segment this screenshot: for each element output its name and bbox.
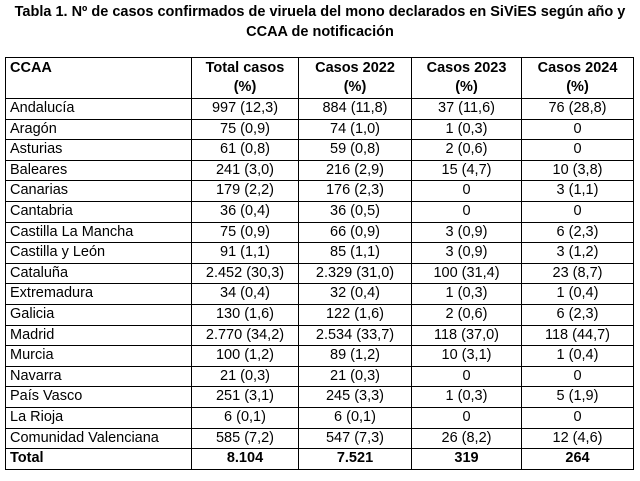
table-row	[6, 201, 634, 222]
value-cell: 130 (1,6)	[192, 304, 299, 325]
column-header	[522, 58, 634, 99]
table-row	[6, 119, 634, 140]
value-cell: 21 (0,3)	[299, 366, 412, 387]
column-header	[412, 58, 522, 99]
value-cell: 0	[522, 140, 634, 161]
value-cell: 2.452 (30,3)	[192, 263, 299, 284]
region-cell: Madrid	[6, 325, 192, 346]
value-cell: 245 (3,3)	[299, 387, 412, 408]
value-cell: 85 (1,1)	[299, 243, 412, 264]
region-cell: Cantabria	[6, 201, 192, 222]
total-value: 264	[522, 449, 634, 470]
region-cell: Cataluña	[6, 263, 192, 284]
value-cell: 1 (0,4)	[522, 346, 634, 367]
region-cell: La Rioja	[6, 407, 192, 428]
value-cell: 15 (4,7)	[412, 160, 522, 181]
value-cell: 0	[522, 366, 634, 387]
total-value: 8.104	[192, 449, 299, 470]
value-cell: 1 (0,3)	[412, 387, 522, 408]
table-row	[6, 366, 634, 387]
value-cell: 75 (0,9)	[192, 222, 299, 243]
value-cell: 37 (11,6)	[412, 99, 522, 120]
column-header-line: Casos 2024	[537, 60, 618, 76]
column-header-unit: (%)	[343, 79, 367, 95]
value-cell: 10 (3,1)	[412, 346, 522, 367]
value-cell: 2.329 (31,0)	[299, 263, 412, 284]
table-row	[6, 181, 634, 202]
value-cell: 26 (8,2)	[412, 428, 522, 449]
value-cell: 59 (0,8)	[299, 140, 412, 161]
value-cell: 118 (44,7)	[522, 325, 634, 346]
table-header-row	[6, 58, 634, 99]
region-cell: País Vasco	[6, 387, 192, 408]
column-header-line: Casos 2022	[315, 60, 395, 76]
region-cell: Canarias	[6, 181, 192, 202]
value-cell: 23 (8,7)	[522, 263, 634, 284]
value-cell: 0	[522, 201, 634, 222]
value-cell: 0	[522, 407, 634, 428]
total-label: Total	[6, 449, 192, 470]
table-row	[6, 243, 634, 264]
value-cell: 3 (1,2)	[522, 243, 634, 264]
value-cell: 75 (0,9)	[192, 119, 299, 140]
total-row	[6, 449, 634, 470]
total-value: 7.521	[299, 449, 412, 470]
table-row	[6, 99, 634, 120]
caption-line-1: Tabla 1. Nº de casos confirmados de viruela del mono declarados en SiViES según año y	[14, 4, 626, 20]
value-cell: 76 (28,8)	[522, 99, 634, 120]
value-cell: 12 (4,6)	[522, 428, 634, 449]
value-cell: 34 (0,4)	[192, 284, 299, 305]
value-cell: 21 (0,3)	[192, 366, 299, 387]
column-header	[192, 58, 299, 99]
value-cell: 118 (37,0)	[412, 325, 522, 346]
value-cell: 91 (1,1)	[192, 243, 299, 264]
value-cell: 547 (7,3)	[299, 428, 412, 449]
value-cell: 216 (2,9)	[299, 160, 412, 181]
table-body	[6, 99, 634, 470]
value-cell: 6 (0,1)	[192, 407, 299, 428]
value-cell: 100 (1,2)	[192, 346, 299, 367]
value-cell: 241 (3,0)	[192, 160, 299, 181]
table-row	[6, 387, 634, 408]
value-cell: 0	[412, 201, 522, 222]
value-cell: 2 (0,6)	[412, 140, 522, 161]
table-row	[6, 325, 634, 346]
value-cell: 0	[412, 366, 522, 387]
column-header-unit: (%)	[566, 79, 589, 95]
region-cell: Comunidad Valenciana	[6, 428, 192, 449]
value-cell: 884 (11,8)	[299, 99, 412, 120]
region-cell: Andalucía	[6, 99, 192, 120]
value-cell: 997 (12,3)	[192, 99, 299, 120]
value-cell: 179 (2,2)	[192, 181, 299, 202]
table-row	[6, 346, 634, 367]
region-cell: Galicia	[6, 304, 192, 325]
table-row	[6, 222, 634, 243]
value-cell: 3 (0,9)	[412, 222, 522, 243]
value-cell: 251 (3,1)	[192, 387, 299, 408]
region-cell: Extremadura	[6, 284, 192, 305]
table-row	[6, 160, 634, 181]
value-cell: 36 (0,5)	[299, 201, 412, 222]
table-row	[6, 263, 634, 284]
value-cell: 6 (2,3)	[522, 222, 634, 243]
value-cell: 74 (1,0)	[299, 119, 412, 140]
value-cell: 100 (31,4)	[412, 263, 522, 284]
table-caption	[0, 0, 640, 42]
value-cell: 0	[412, 407, 522, 428]
value-cell: 585 (7,2)	[192, 428, 299, 449]
value-cell: 6 (2,3)	[522, 304, 634, 325]
region-cell: Navarra	[6, 366, 192, 387]
value-cell: 36 (0,4)	[192, 201, 299, 222]
value-cell: 0	[522, 119, 634, 140]
value-cell: 1 (0,4)	[522, 284, 634, 305]
value-cell: 89 (1,2)	[299, 346, 412, 367]
value-cell: 10 (3,8)	[522, 160, 634, 181]
value-cell: 66 (0,9)	[299, 222, 412, 243]
value-cell: 1 (0,3)	[412, 284, 522, 305]
value-cell: 6 (0,1)	[299, 407, 412, 428]
column-header-line: CCAA	[10, 60, 52, 76]
value-cell: 2.770 (34,2)	[192, 325, 299, 346]
region-cell: Baleares	[6, 160, 192, 181]
caption-line-2: CCAA de notificación	[246, 24, 394, 40]
total-value: 319	[412, 449, 522, 470]
column-header	[299, 58, 412, 99]
value-cell: 1 (0,3)	[412, 119, 522, 140]
table-row	[6, 428, 634, 449]
value-cell: 61 (0,8)	[192, 140, 299, 161]
region-cell: Aragón	[6, 119, 192, 140]
value-cell: 32 (0,4)	[299, 284, 412, 305]
table-row	[6, 284, 634, 305]
value-cell: 2 (0,6)	[412, 304, 522, 325]
column-header	[6, 58, 192, 99]
column-header-line: Casos 2023	[426, 60, 507, 76]
value-cell: 122 (1,6)	[299, 304, 412, 325]
region-cell: Castilla La Mancha	[6, 222, 192, 243]
table-row	[6, 407, 634, 428]
region-cell: Murcia	[6, 346, 192, 367]
value-cell: 3 (0,9)	[412, 243, 522, 264]
region-cell: Asturias	[6, 140, 192, 161]
region-cell: Castilla y León	[6, 243, 192, 264]
value-cell: 2.534 (33,7)	[299, 325, 412, 346]
column-header-unit: (%)	[233, 79, 257, 95]
value-cell: 5 (1,9)	[522, 387, 634, 408]
table-row	[6, 304, 634, 325]
column-header-line: Total casos	[205, 60, 285, 76]
value-cell: 3 (1,1)	[522, 181, 634, 202]
cases-table	[5, 57, 634, 470]
value-cell: 176 (2,3)	[299, 181, 412, 202]
table-row	[6, 140, 634, 161]
value-cell: 0	[412, 181, 522, 202]
column-header-unit: (%)	[455, 79, 478, 95]
